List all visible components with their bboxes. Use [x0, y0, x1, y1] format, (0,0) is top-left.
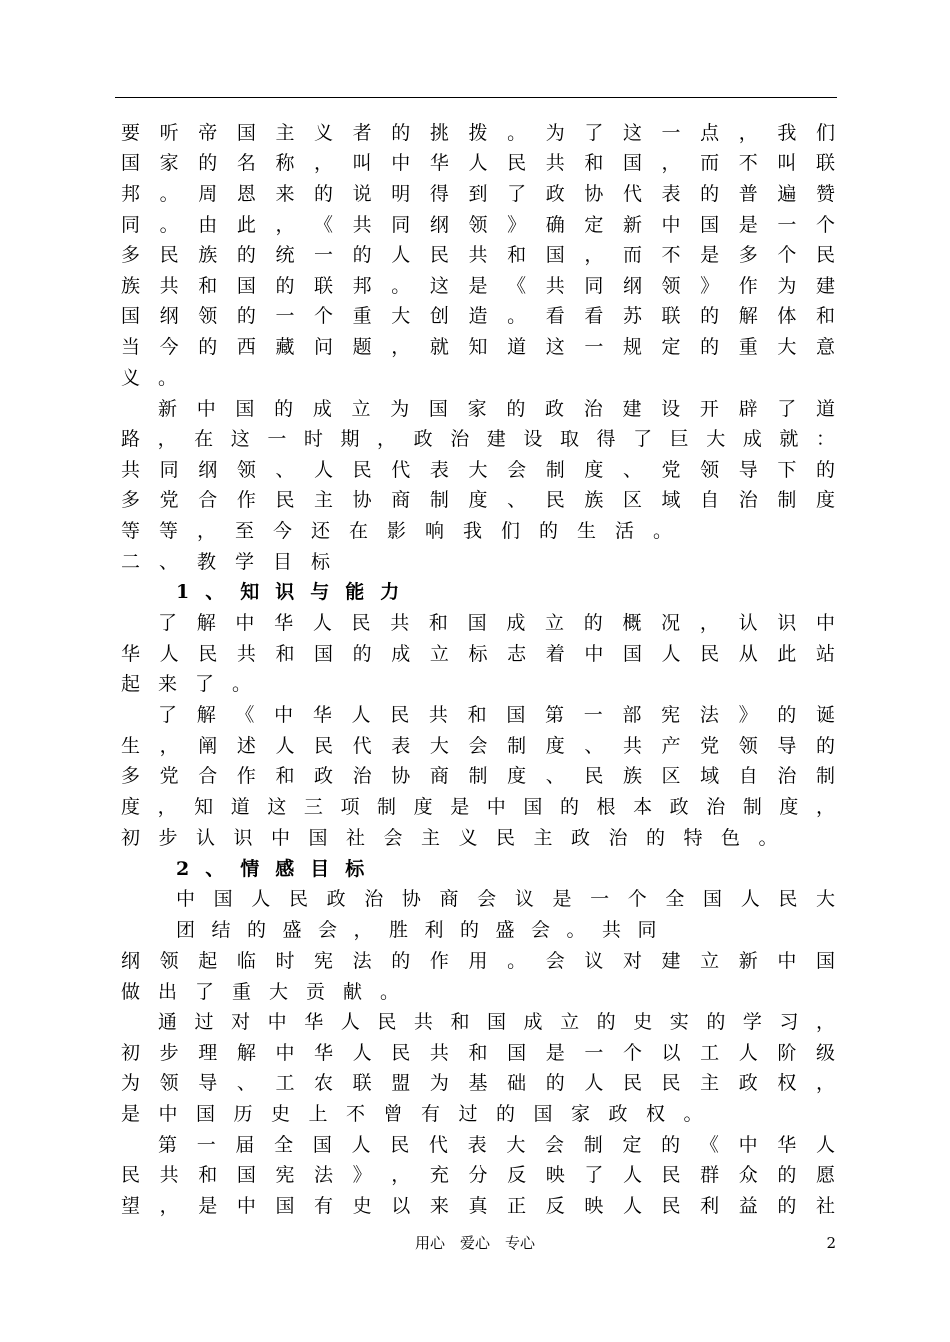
- text-line: 义。: [121, 367, 196, 389]
- text-line: 望 ， 是 中 国 有 史 以 来 真 正 反 映 人 民 利 益 的 社: [121, 1195, 835, 1217]
- header-rule: [115, 97, 837, 98]
- text-line: 要 听 帝 国 主 义 者 的 挑 拨 。 为 了 这 一 点 ， 我 们: [121, 122, 835, 144]
- text-line: 多 党 合 作 民 主 协 商 制 度 、 民 族 区 域 自 治 制 度: [121, 489, 835, 511]
- subsection-heading: 1、知识与能力: [176, 581, 416, 603]
- text-line: 团结的盛会，胜利的盛会。共同: [176, 919, 674, 941]
- text-line: 国 纲 领 的 一 个 重 大 创 造 。 看 看 苏 联 的 解 体 和: [121, 305, 835, 327]
- text-line: 当 今 的 西 藏 问 题 ， 就 知 道 这 一 规 定 的 重 大 意: [121, 336, 835, 358]
- text-line: 国 家 的 名 称 ， 叫 中 华 人 民 共 和 国 ， 而 不 叫 联: [121, 152, 835, 174]
- text-line: 民 共 和 国 宪 法 》 ， 充 分 反 映 了 人 民 群 众 的 愿: [121, 1164, 835, 1186]
- text-line: 多 民 族 的 统 一 的 人 民 共 和 国 ， 而 不 是 多 个 民: [121, 244, 835, 266]
- text-line: 路 ， 在 这 一 时 期 ， 政 治 建 设 取 得 了 巨 大 成 就 ：: [121, 428, 835, 450]
- text-line: 华 人 民 共 和 国 的 成 立 标 志 着 中 国 人 民 从 此 站: [121, 643, 835, 665]
- text-line: 为 领 导 、 工 农 联 盟 为 基 础 的 人 民 民 主 政 权 ，: [121, 1072, 835, 1094]
- text-line: 初步认识中国社会主义民主政治的特色。: [121, 827, 797, 849]
- text-line: 中 国 人 民 政 治 协 商 会 议 是 一 个 全 国 人 民 大: [176, 888, 835, 910]
- text-line: 邦 。 周 恩 来 的 说 明 得 到 了 政 协 代 表 的 普 遍 赞: [121, 183, 835, 205]
- text-line: 第 一 届 全 国 人 民 代 表 大 会 制 定 的 《 中 华 人: [158, 1134, 835, 1156]
- text-line: 做出了重大贡献。: [121, 981, 418, 1003]
- text-line: 了 解 《 中 华 人 民 共 和 国 第 一 部 宪 法 》 的 诞: [158, 704, 835, 726]
- page-number: 2: [826, 1234, 836, 1252]
- text-line: 共 同 纲 领 、 人 民 代 表 大 会 制 度 、 党 领 导 下 的: [121, 459, 835, 481]
- footer-motto: 用心 爱心 专心: [414, 1234, 535, 1252]
- text-line: 度 ， 知 道 这 三 项 制 度 是 中 国 的 根 本 政 治 制 度 ，: [121, 796, 835, 818]
- text-line: 初 步 理 解 中 华 人 民 共 和 国 是 一 个 以 工 人 阶 级: [121, 1042, 835, 1064]
- subsection-heading: 2、情感目标: [176, 858, 381, 880]
- text-line: 等等，至今还在影响我们的生活。: [121, 520, 692, 542]
- text-line: 新 中 国 的 成 立 为 国 家 的 政 治 建 设 开 辟 了 道: [158, 398, 835, 420]
- text-line: 族 共 和 国 的 联 邦 。 这 是 《 共 同 纲 领 》 作 为 建: [121, 275, 835, 297]
- text-line: 通 过 对 中 华 人 民 共 和 国 成 立 的 史 实 的 学 习 ，: [158, 1011, 835, 1033]
- text-line: 同 。 由 此 ， 《 共 同 纲 领 》 确 定 新 中 国 是 一 个: [121, 214, 835, 236]
- text-line: 是中国历史上不曾有过的国家政权。: [121, 1103, 722, 1125]
- text-line: 多 党 合 作 和 政 治 协 商 制 度 、 民 族 区 域 自 治 制: [121, 765, 835, 787]
- text-line: 纲 领 起 临 时 宪 法 的 作 用 。 会 议 对 建 立 新 中 国: [121, 950, 835, 972]
- text-line: 起来了。: [121, 673, 270, 695]
- section-heading: 二、教学目标: [121, 551, 350, 573]
- text-line: 了 解 中 华 人 民 共 和 国 成 立 的 概 况 ， 认 识 中: [158, 612, 835, 634]
- text-line: 生 ， 阐 述 人 民 代 表 大 会 制 度 、 共 产 党 领 导 的: [121, 735, 835, 757]
